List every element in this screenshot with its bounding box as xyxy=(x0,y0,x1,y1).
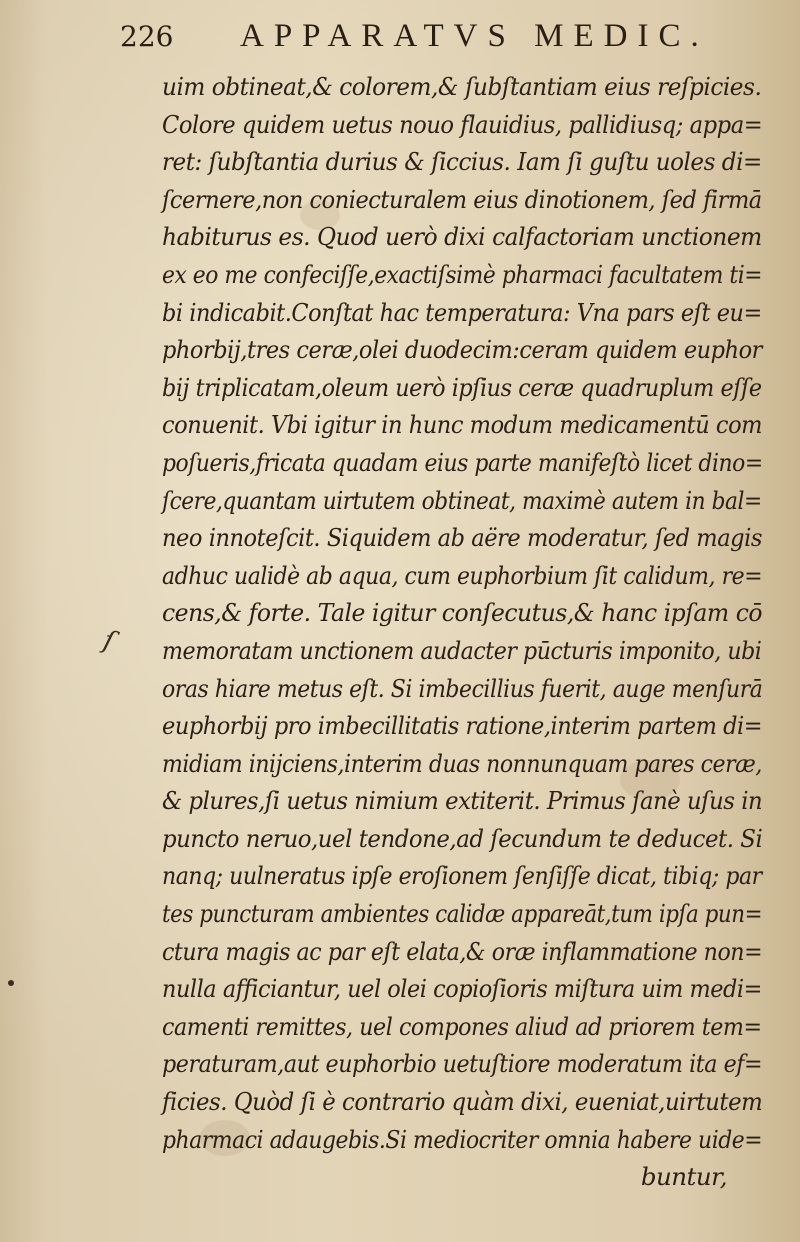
text-line: euphorbij pro imbecillitatis ratione,interim partem di= xyxy=(162,711,763,741)
text-line: adhuc ualidè ab aqua, cum euphorbium ſit calidum, re= xyxy=(162,560,763,590)
text-line: phorbij,tres ceræ,olei duodecim:ceram quidem euphor xyxy=(162,335,762,365)
page-number: 226 xyxy=(120,20,174,53)
text-line: midiam inijciens,interim duas nonnunquam pares ceræ, xyxy=(162,748,762,778)
page-header xyxy=(120,16,720,60)
text-line: buntur, xyxy=(640,1162,727,1192)
text-line: ficies. Quòd ſi è contrario quàm dixi, eueniat,uirtutem xyxy=(162,1087,763,1117)
text-line: ex eo me confeciſſe,exactiſsimè pharmaci facultatem ti= xyxy=(162,259,763,289)
text-line: puncto neruo,uel tendone,ad ſecundum te deducet. Si xyxy=(162,823,763,853)
text-line: memoratam unctionem audacter pūcturis imponito, ubi xyxy=(162,635,762,665)
text-line: pharmaci adaugebis.Si mediocriter omnia habere uide= xyxy=(162,1124,763,1154)
text-line: habiturus es. Quod uerò dixi calfactoriam unctionem xyxy=(162,222,762,252)
body-text xyxy=(162,68,762,1196)
text-line: cens,& forte. Tale igitur conſecutus,& hanc ipſam cō xyxy=(162,598,763,628)
text-line: bij triplicatam,oleum uerò ipſius ceræ quadruplum eſſe xyxy=(162,372,762,402)
text-line: camenti remittes, uel compones aliud ad priorem tem= xyxy=(162,1011,762,1041)
text-line: conuenit. Vbi igitur in hunc modum medicamentū com xyxy=(162,410,763,440)
text-line: nanq; uulneratus ipſe eroſionem ſenſiſſe dicat, tibiq; par xyxy=(162,861,762,891)
text-line: & plures,ſi uetus nimium extiterit. Primus ſanè uſus in xyxy=(162,786,763,816)
margin-annotation-mark: ſ xyxy=(100,625,118,657)
text-line: ſcere,quantam uirtutem obtineat, maximè autem in bal= xyxy=(162,485,762,515)
text-line: peraturam,aut euphorbio uetuſtiore moderatum ita ef= xyxy=(162,1049,763,1079)
text-line: bi indicabit.Conſtat hac temperatura: Vna pars eſt eu= xyxy=(162,297,762,327)
text-line: oras hiare metus eſt. Si imbecillius fuerit, auge menſurā xyxy=(162,673,763,703)
margin-ink-dot xyxy=(8,980,14,986)
text-line: poſueris,fricata quadam eius parte manifeſtò licet dino= xyxy=(162,447,763,477)
text-line: Colore quidem uetus nouo flauidius, pallidiusq; appa= xyxy=(162,109,763,139)
text-line: ſcernere,non coniecturalem eius dinotionem, ſed firmā xyxy=(162,184,762,214)
text-line: ret: ſubſtantia durius & ſiccius. Iam ſi guſtu uoles di= xyxy=(162,147,762,177)
running-head: APPARATVS MEDIC. xyxy=(240,18,709,54)
text-line: ctura magis ac par eſt elata,& oræ inflammatione non= xyxy=(162,936,763,966)
text-line: neo innoteſcit. Siquidem ab aëre moderatur, ſed magis xyxy=(162,523,762,553)
text-line: nulla afficiantur, uel olei copioſioris miſtura uim medi= xyxy=(162,974,762,1004)
text-line: uim obtineat,& colorem,& ſubſtantiam eius reſpicies. xyxy=(162,72,762,101)
text-line: tes puncturam ambientes calidæ appareāt,tum ipſa pun= xyxy=(162,899,763,929)
